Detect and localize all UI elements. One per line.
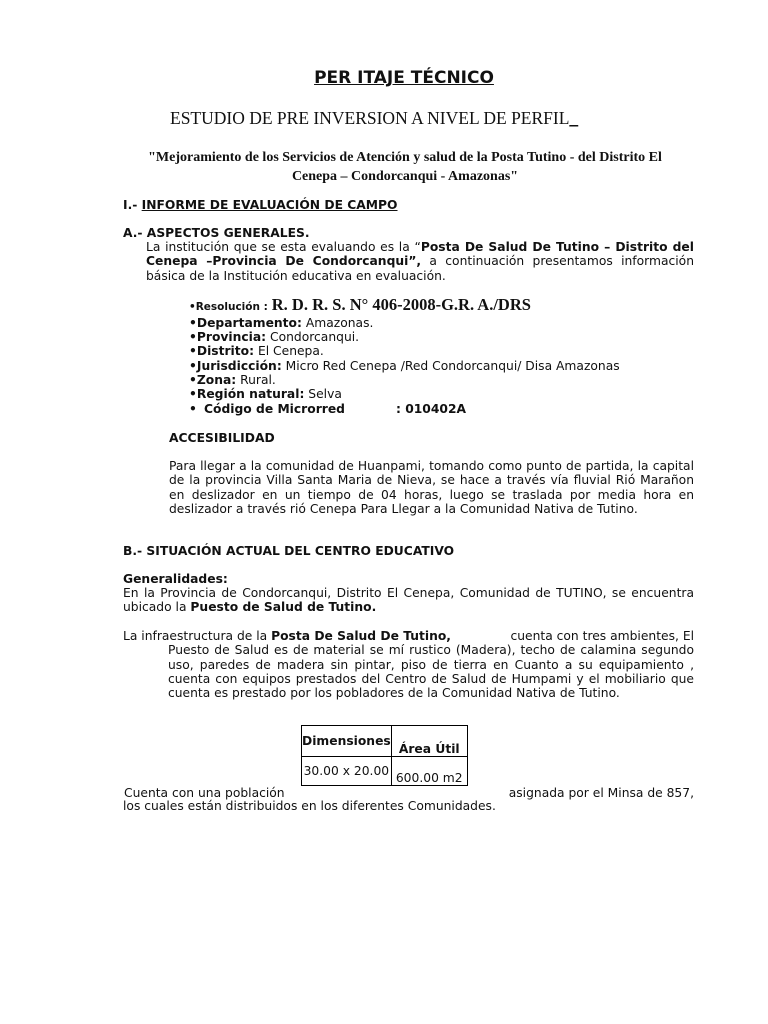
header-dimensiones: Dimensiones <box>302 726 392 757</box>
cell-area-util: 600.00 m2 <box>391 757 467 786</box>
project-name <box>118 148 692 186</box>
infra-text-start: La infraestructura de la <box>123 629 272 643</box>
bullet-icon: • <box>189 386 197 401</box>
provincia-label: Provincia: <box>196 330 267 345</box>
list-item-zona <box>189 373 620 387</box>
table-header-row <box>302 726 468 757</box>
resolucion-label: Resolución : <box>195 301 268 313</box>
cell-dimensiones: 30.00 x 20.00 <box>302 757 392 786</box>
jurisdiccion-value: Micro Red Cenepa /Red Condorcanqui/ Disa Amazonas <box>285 358 620 373</box>
subtitle-underscore: _ <box>569 108 579 128</box>
generalidades-heading: Generalidades: <box>123 572 228 586</box>
generalidades-paragraph <box>123 586 694 615</box>
document-subtitle <box>170 108 578 129</box>
info-list <box>189 295 620 417</box>
resolucion-value: R. D. R. S. N° 406-2008-G.R. A./DRS <box>271 295 531 314</box>
list-item-region <box>189 387 620 401</box>
bullet-icon: • <box>189 372 197 387</box>
list-item-codigo <box>189 402 620 416</box>
poblacion-text-line2: los cuales están distribuidos en los diferentes Comunidades. <box>123 799 496 813</box>
jurisdiccion-label: Jurisdicción: <box>196 358 282 373</box>
region-value: Selva <box>308 386 342 401</box>
aspectos-paragraph <box>146 240 694 283</box>
departamento-label: Departamento: <box>196 316 302 330</box>
accesibilidad-heading: ACCESIBILIDAD <box>169 431 275 445</box>
provincia-value: Condorcanqui. <box>270 330 360 345</box>
section-heading-informe <box>123 198 398 212</box>
codigo-value: : 010402A <box>396 402 467 417</box>
infraestructura-first-line <box>123 629 694 643</box>
infra-text-rest: cuenta con tres ambientes, El <box>510 629 694 643</box>
generalidades-facility: Puesto de Salud de Tutino. <box>190 600 377 615</box>
bullet-icon: • <box>189 358 197 373</box>
project-line-1: "Mejoramiento de los Servicios de Atención y salud de la Posta Tutino - del Distrito El <box>148 150 662 165</box>
situacion-heading: B.- SITUACIÓN ACTUAL DEL CENTRO EDUCATIVO <box>123 544 455 558</box>
list-item-distrito <box>189 344 620 358</box>
aspectos-text-end: a continuación presentamos información básica de la Institución educativa en evaluación. <box>146 254 694 283</box>
poblacion-text-end: asignada por el Minsa de 857, <box>508 786 694 800</box>
header-area-util: Área Útil <box>391 726 467 757</box>
departamento-value: Amazonas. <box>305 316 374 330</box>
dimensions-table <box>301 725 468 786</box>
poblacion-text-start: Cuenta con una población <box>124 786 285 800</box>
table-row <box>302 757 468 786</box>
zona-value: Rural. <box>240 372 276 387</box>
list-item-departamento <box>189 316 620 330</box>
region-label: Región natural: <box>196 386 305 401</box>
distrito-label: Distrito: <box>196 344 255 359</box>
bullet-icon: • <box>189 344 197 359</box>
list-item-provincia <box>189 330 620 344</box>
codigo-label: Código de Microrred <box>204 402 345 417</box>
bullet-icon: • <box>189 402 197 417</box>
list-item-jurisdiccion <box>189 359 620 373</box>
distrito-value: El Cenepa. <box>257 344 324 359</box>
accesibilidad-paragraph: Para llegar a la comunidad de Huanpami, tomando como punto de partida, la capital de la provincia Villa Santa Maria de Nieva, se hace a través vía fluvial Rió Marañon en deslizador en un tiempo de 04 horas, luego se traslada por media hora en deslizador a través rió Cenepa Para Llegar a la Comunidad Nativa de Tutino. <box>169 459 694 516</box>
infraestructura-paragraph <box>123 629 694 700</box>
aspectos-heading: A.- ASPECTOS GENERALES. <box>123 226 310 240</box>
generalidades-text: En la Provincia de Condorcanqui, Distrito El Cenepa, Comunidad de TUTINO, se encuentra ubicado la <box>123 586 694 615</box>
section-title: INFORME DE EVALUACIÓN DE CAMPO <box>141 198 398 212</box>
project-line-2: Cenepa – Condorcanqui - Amazonas" <box>291 169 519 184</box>
infraestructura-body: Puesto de Salud es de material se mí rustico (Madera), techo de calamina segundo uso, paredes de madera sin pintar, piso de tierra en Cuanto a su equipamiento , cuenta con equipos prestados del Centro de Salud de Humpami y el mobiliario que cuenta es prestado por los pobladores de la Comunidad Nativa de Tutino. <box>168 643 694 701</box>
bullet-icon: • <box>189 301 196 313</box>
bullet-icon: • <box>189 316 197 330</box>
list-item-resolucion <box>189 295 620 316</box>
subtitle-text: ESTUDIO DE PRE INVERSION A NIVEL DE PERFIL <box>170 108 570 128</box>
zona-label: Zona: <box>196 372 237 387</box>
aspectos-text-start: La institución que se esta evaluando es la “ <box>146 240 421 254</box>
document-title: PER ITAJE TÉCNICO <box>314 68 494 88</box>
aspectos-institution-name: Posta De Salud De Tutino – Distrito del Cenepa –Provincia De Condorcanqui”, <box>146 240 694 269</box>
section-number: I.- <box>123 198 142 212</box>
infra-facility: Posta De Salud De Tutino, <box>271 629 451 643</box>
bullet-icon: • <box>189 330 197 345</box>
